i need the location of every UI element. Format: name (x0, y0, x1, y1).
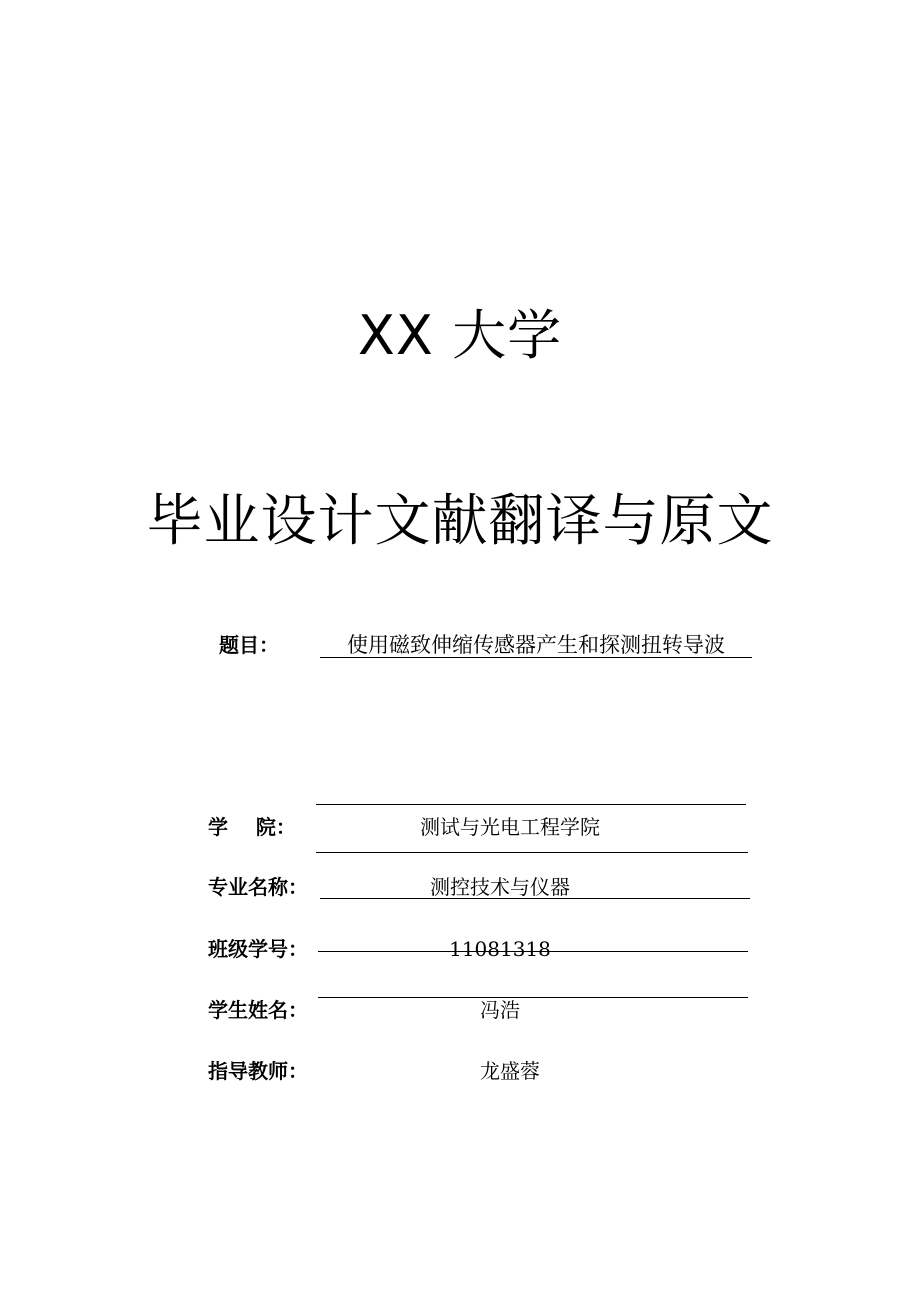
field-label-major: 专业名称： (208, 875, 308, 899)
field-rule (316, 804, 746, 805)
field-value-major: 测控技术与仪器 (430, 875, 570, 899)
field-label-college: 学 院： (208, 815, 296, 839)
field-value-advisor: 龙盛蓉 (480, 1059, 540, 1083)
topic-label: 题目： (219, 633, 279, 657)
field-label-student: 学生姓名： (208, 998, 308, 1022)
document-title: 毕业设计文献翻译与原文 (146, 489, 774, 554)
topic-value: 使用磁致伸缩传感器产生和探测扭转导波 (347, 633, 725, 657)
field-value-college: 测试与光电工程学院 (420, 815, 600, 839)
field-label-class-id: 班级学号： (208, 937, 308, 961)
field-label-advisor: 指导教师： (208, 1059, 308, 1083)
field-underline-major (320, 898, 750, 899)
field-value-student: 冯浩 (480, 998, 520, 1022)
field-strike-line (318, 951, 748, 952)
university-name: XX 大学 (357, 304, 563, 367)
field-rule (316, 852, 748, 853)
topic-underline (320, 657, 752, 658)
field-value-class-id: 11081318 (449, 937, 551, 961)
